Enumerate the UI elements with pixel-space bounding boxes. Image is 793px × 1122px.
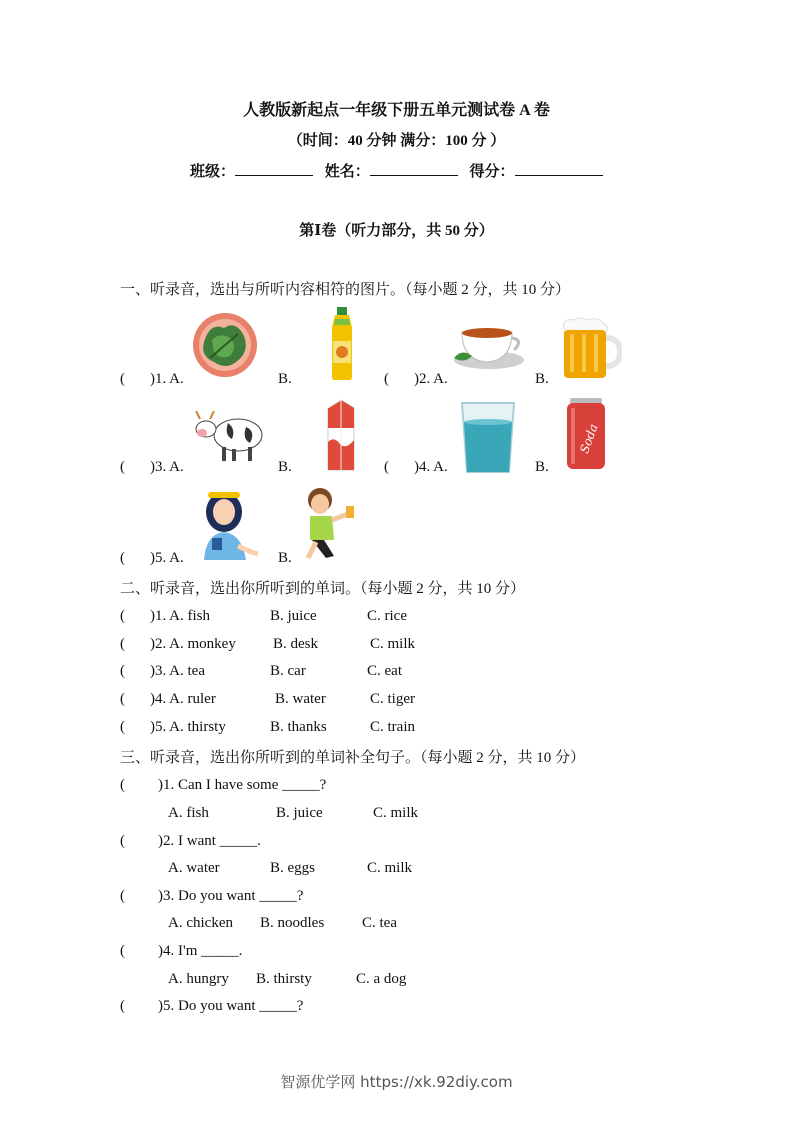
juice-bottle-icon[interactable] — [325, 305, 359, 381]
option-b: B. thanks — [270, 719, 327, 735]
part2-item-3: ( )3. A. tea — [120, 663, 205, 679]
option-b: B. juice — [270, 608, 317, 624]
option-b: B. juice — [276, 805, 323, 821]
class-field[interactable] — [235, 161, 313, 176]
option-c: C. a dog — [356, 971, 407, 987]
section-volume-title: 第Ⅰ卷（听力部分，共 50 分） — [299, 223, 494, 239]
boy-drinking-icon[interactable] — [300, 486, 360, 562]
part3-question-1: ( )1. Can I have some _____? — [120, 777, 327, 793]
svg-text:Soda: Soda — [577, 422, 601, 456]
answer-paren[interactable]: ( — [120, 833, 125, 849]
part3-question-5: ( )5. Do you want _____? — [120, 998, 304, 1014]
part1-item-1: ( )1. A. — [120, 371, 184, 387]
part3-question-3: ( )3. Do you want _____? — [120, 888, 304, 904]
answer-paren[interactable]: ( — [120, 663, 125, 679]
part2-item-5: ( )5. A. thirsty — [120, 719, 226, 735]
answer-paren[interactable]: ( — [120, 719, 125, 735]
option-b: B. — [535, 459, 549, 475]
option-b: B. — [278, 371, 292, 387]
part3-question-2: ( )2. I want _____. — [120, 833, 261, 849]
cow-icon[interactable] — [192, 405, 272, 465]
answer-paren[interactable]: ( — [120, 608, 125, 624]
option-a: A. hungry — [168, 971, 229, 987]
option-b: B. — [278, 459, 292, 475]
part2-item-2: ( )2. A. monkey — [120, 636, 236, 652]
class-label: 班级： — [190, 164, 236, 180]
beer-mug-icon[interactable] — [558, 316, 622, 380]
milk-box-icon[interactable] — [322, 398, 360, 472]
part2-item-4: ( )4. A. ruler — [120, 691, 216, 707]
option-b: B. desk — [273, 636, 318, 652]
option-b: B. — [278, 550, 292, 566]
option-c: C. rice — [367, 608, 407, 624]
water-glass-icon[interactable] — [459, 400, 517, 474]
footer-watermark: 智源优学网 https://xk.92diy.com — [280, 1073, 513, 1091]
part1-item-3: ( )3. A. — [120, 459, 184, 475]
option-b: B. eggs — [270, 860, 315, 876]
part1-item-2: ( )2. A. — [384, 371, 448, 387]
answer-paren[interactable]: ( — [120, 371, 125, 387]
part1-item-4: ( )4. A. — [384, 459, 448, 475]
option-b: B. car — [270, 663, 306, 679]
page-subtitle: （时间：40 分钟 满分：100 分 ） — [287, 133, 506, 149]
option-c: C. milk — [370, 636, 416, 652]
answer-paren[interactable]: ( — [384, 371, 389, 387]
part2-item-1: ( )1. A. fish — [120, 608, 210, 624]
part3-question-4: ( )4. I'm _____. — [120, 943, 243, 959]
answer-paren[interactable]: ( — [120, 943, 125, 959]
salad-icon[interactable] — [190, 312, 260, 378]
answer-paren[interactable]: ( — [120, 691, 125, 707]
score-label: 得分： — [469, 164, 515, 180]
answer-paren[interactable]: ( — [120, 550, 125, 566]
option-b: B. thirsty — [256, 971, 312, 987]
answer-paren[interactable]: ( — [120, 777, 125, 793]
answer-paren[interactable]: ( — [120, 636, 125, 652]
soda-can-icon[interactable] — [565, 396, 607, 472]
option-c: C. tea — [362, 915, 397, 931]
option-a: A. water — [168, 860, 220, 876]
girl-drinking-icon[interactable] — [198, 486, 260, 560]
option-c: C. eat — [367, 663, 402, 679]
option-c: C. milk — [373, 805, 419, 821]
option-c: C. tiger — [370, 691, 415, 707]
option-a: A. chicken — [168, 915, 233, 931]
option-c: C. train — [370, 719, 415, 735]
tea-cup-icon[interactable] — [452, 320, 526, 372]
answer-paren[interactable]: ( — [120, 888, 125, 904]
page-title: 人教版新起点一年级下册五单元测试卷 A 卷 — [243, 102, 550, 119]
answer-paren[interactable]: ( — [120, 998, 125, 1014]
part1-heading: 一、听录音，选出与所听内容相符的图片。（每小题 2 分，共 10 分） — [120, 282, 571, 298]
option-c: C. milk — [367, 860, 413, 876]
part2-heading: 二、听录音，选出你所听到的单词。（每小题 2 分，共 10 分） — [120, 581, 526, 597]
part3-heading: 三、听录音，选出你所听到的单词补全句子。（每小题 2 分，共 10 分） — [120, 750, 586, 766]
answer-paren[interactable]: ( — [384, 459, 389, 475]
part1-item-5: ( )5. A. — [120, 550, 184, 566]
name-field[interactable] — [370, 161, 458, 176]
option-b: B. noodles — [260, 915, 325, 931]
option-b: B. water — [275, 691, 326, 707]
student-info-line — [190, 160, 603, 181]
option-a: A. fish — [168, 805, 209, 821]
name-label: 姓名： — [324, 164, 370, 180]
option-b: B. — [535, 371, 549, 387]
answer-paren[interactable]: ( — [120, 459, 125, 475]
score-field[interactable] — [515, 161, 603, 176]
